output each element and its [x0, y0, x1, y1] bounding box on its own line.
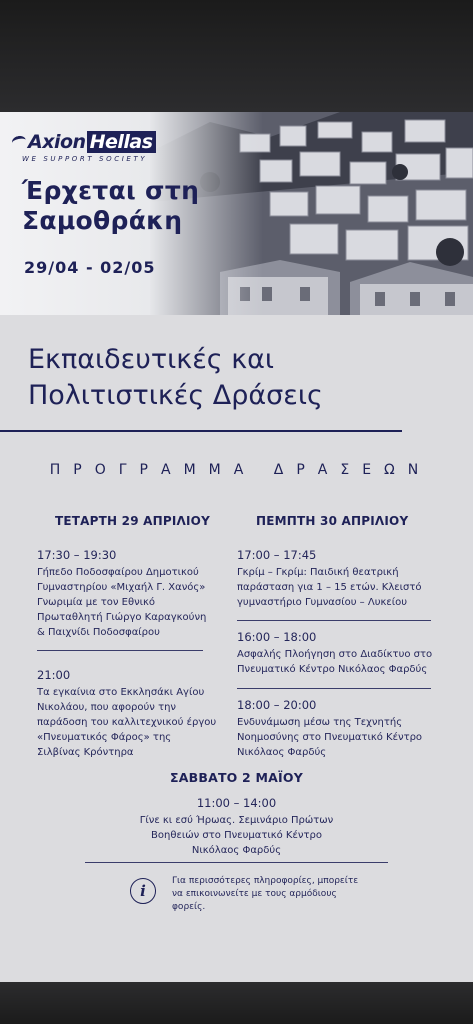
saturday-event-1 — [0, 796, 473, 858]
info-icon: i — [130, 878, 156, 904]
event-time: 17:30 – 19:30 — [37, 548, 117, 562]
banner-dates: 29/04 - 02/05 — [24, 258, 156, 277]
event-description: Ασφαλής Πλοήγηση στο Διαδίκτυο στο Πνευματικό Κέντρο Νικόλαος Φαρδύς — [237, 649, 433, 675]
thursday-day-heading: ΠΕΜΠΤΗ 30 ΑΠΡΙΛΙΟΥ — [256, 514, 409, 528]
header-banner — [0, 112, 473, 315]
bottom-dark-bar — [0, 982, 473, 1024]
event-description: Γίνε κι εσύ Ήρωας. Σεμινάριο Πρώτων Βοηθειών στο Πνευματικό Κέντρο Νικόλαος Φαρδύς — [139, 815, 334, 856]
event-time: 21:00 — [37, 668, 71, 682]
thursday-event-2 — [237, 630, 437, 677]
thursday-event-1 — [237, 548, 437, 610]
saturday-section — [0, 770, 473, 785]
axion-hellas-logo — [14, 132, 156, 163]
logo-brand-hellas: Hellas — [87, 131, 156, 153]
event-description: Γκρίμ – Γκρίμ: Παιδική θεατρική παράσταση για 1 – 15 ετών. Κλειστό γυμναστήριο Γυμνασίου – Λυκείου — [237, 567, 422, 608]
info-divider — [85, 862, 388, 863]
event-time: 17:00 – 17:45 — [237, 548, 317, 562]
main-title: Εκπαιδευτικές και Πολιτιστικές Δράσεις — [28, 344, 323, 411]
event-description: Ενδυνάμωση μέσω της Τεχνητής Νοημοσύνης στο Πνευματικό Κέντρο Νικόλαος Φαρδύς — [237, 717, 423, 758]
wednesday-column — [55, 514, 210, 528]
event-divider — [37, 650, 203, 651]
event-time: 16:00 – 18:00 — [237, 630, 317, 644]
thursday-event-3 — [237, 698, 437, 760]
logo-brand-axion: Axion — [28, 131, 86, 153]
thursday-column — [256, 514, 408, 528]
event-poster — [0, 112, 473, 982]
program-heading: ΠΡΟΓΡΑΜΜΑ ΔΡΑΣΕΩΝ — [49, 462, 432, 478]
wednesday-event-2 — [37, 668, 217, 760]
event-divider — [237, 688, 431, 689]
event-description: Τα εγκαίνια στο Εκκλησάκι Αγίου Νικολάου, που αφορούν την παράδοση του καλλιτεχνικού έργου «Πνευματικός Φάρος» της Σιλβίνας Κρόντηρα — [37, 687, 217, 758]
logo-tagline: WE SUPPORT SOCIETY — [22, 155, 148, 163]
wednesday-day-heading: ΤΕΤΑΡΤΗ 29 ΑΠΡΙΛΙΟΥ — [55, 514, 210, 528]
event-time: 18:00 – 20:00 — [237, 698, 317, 712]
top-dark-bar — [0, 0, 473, 112]
saturday-day-heading: ΣΑΒΒΑΤΟ 2 ΜΑΪΟΥ — [170, 770, 303, 785]
event-description: Γήπεδο Ποδοσφαίρου Δημοτικού Γυμναστηρίου «Μιχαήλ Γ. Χανός» Γνωριμία με τον Εθνικό Πρωταθλητή Γιώργο Καραγκούνη & Παιχνίδι Ποδοσφαίρου — [37, 567, 207, 638]
info-text: Για περισσότερες πληροφορίες, μπορείτε να επικοινωνείτε με τους αρμόδιους φορείς. — [172, 876, 359, 912]
wednesday-event-1 — [37, 548, 217, 640]
banner-title: Έρχεται στη Σαμοθράκη — [22, 176, 200, 235]
event-divider — [237, 620, 431, 621]
event-time: 11:00 – 14:00 — [196, 796, 277, 810]
title-divider — [0, 430, 402, 432]
